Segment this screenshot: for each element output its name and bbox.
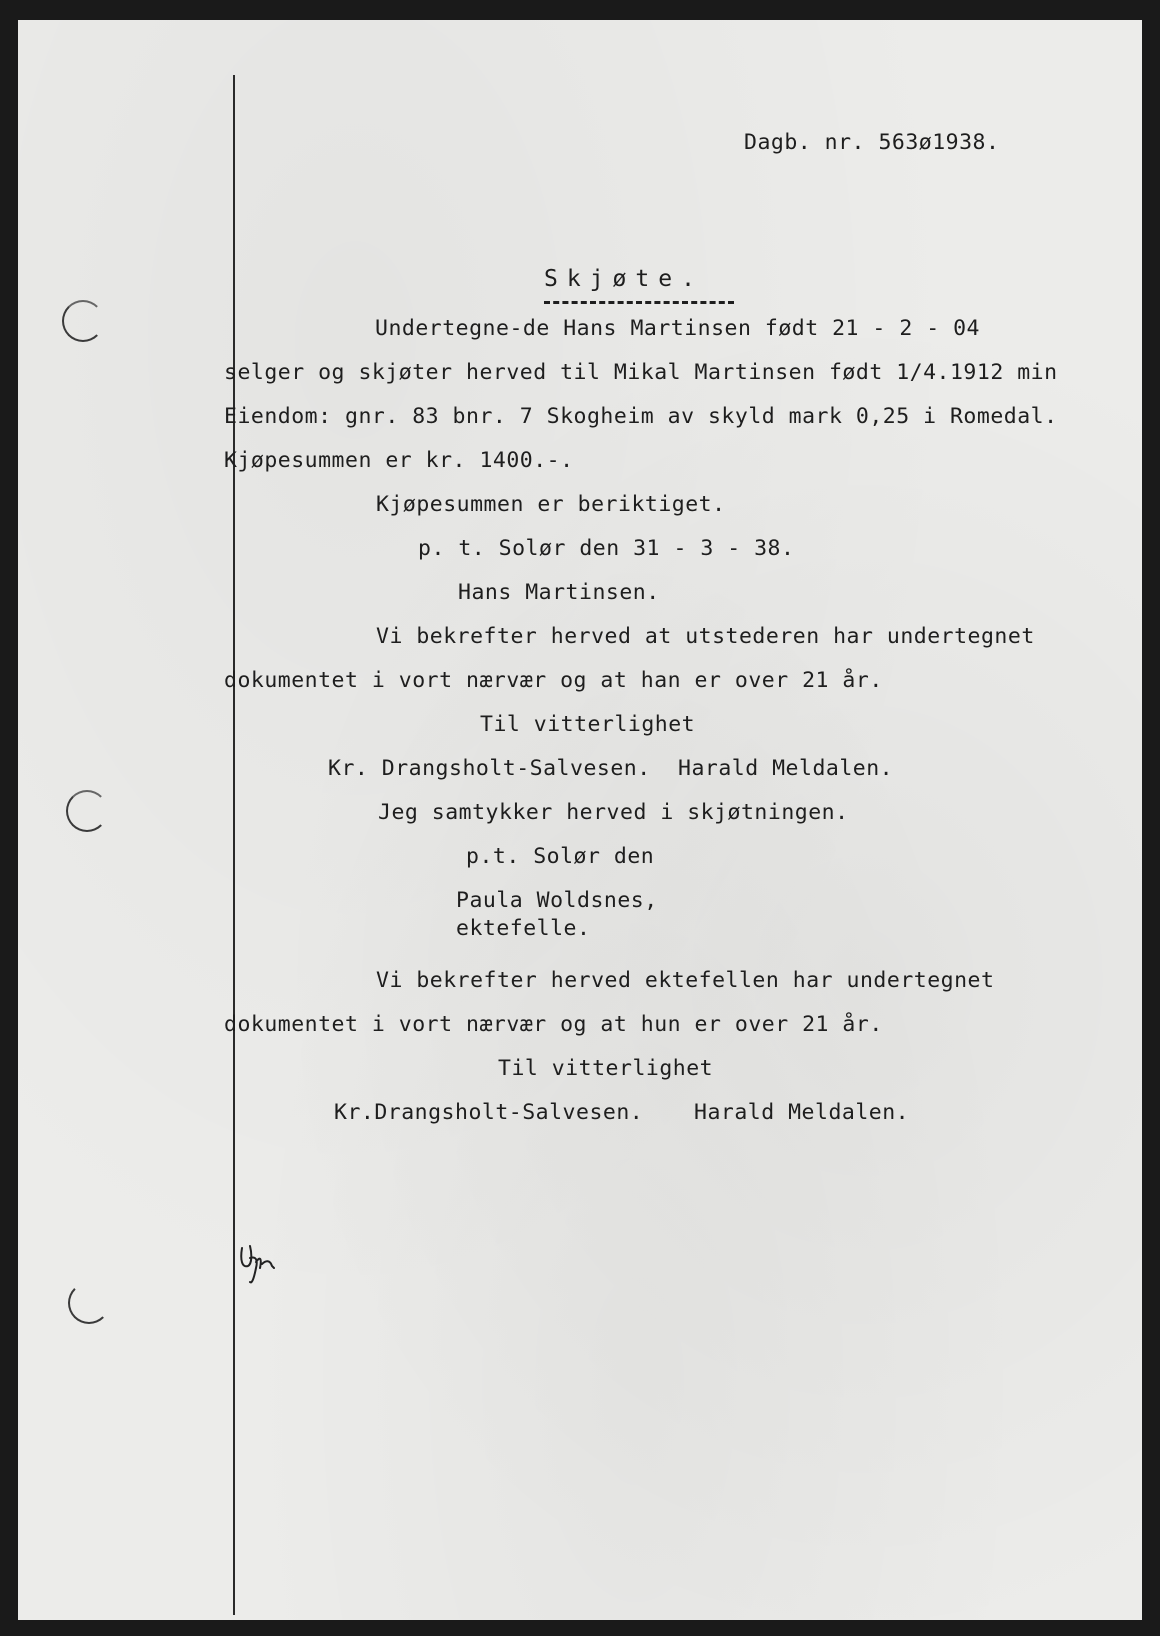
text-line-1: Undertegne-de Hans Martinsen født 21 - 2 - 04: [375, 316, 980, 341]
witness-2a: Kr.Drangsholt-Salvesen.: [334, 1100, 644, 1125]
witness-1a: Kr. Drangsholt-Salvesen.: [328, 756, 651, 781]
diary-number: Dagb. nr. 563ø1938.: [744, 130, 1000, 155]
text-line-8: Vi bekrefter herved at utstederen har undertegnet: [376, 624, 1035, 649]
witness-2b: Harald Meldalen.: [694, 1100, 910, 1125]
document-page: [18, 20, 1142, 1620]
text-line-4: Kjøpesummen er kr. 1400.-.: [224, 448, 574, 473]
document-title: Skjøte.: [544, 266, 704, 292]
handwritten-initials: [238, 1238, 286, 1286]
text-line-16: Vi bekrefter herved ektefellen har undertegnet: [376, 968, 995, 993]
margin-rule: [233, 75, 235, 1615]
text-line-6: p. t. Solør den 31 - 3 - 38.: [418, 536, 795, 561]
place-line: p.t. Solør den: [466, 844, 655, 869]
text-line-17: dokumentet i vort nærvær og at hun er over 21 år.: [224, 1012, 883, 1037]
spouse-role: ektefelle.: [456, 916, 591, 941]
text-line-2: selger og skjøter herved til Mikal Martinsen født 1/4.1912 min: [224, 360, 1058, 385]
text-line-5: Kjøpesummen er beriktiget.: [376, 492, 726, 517]
punch-hole-bottom: [68, 1282, 110, 1324]
witness-heading-2: Til vitterlighet: [498, 1056, 714, 1081]
title-underline: [544, 301, 734, 304]
witness-heading-1: Til vitterlighet: [480, 712, 696, 737]
witness-1b: Harald Meldalen.: [678, 756, 894, 781]
text-line-3: Eiendom: gnr. 83 bnr. 7 Skogheim av skyld mark 0,25 i Romedal.: [224, 404, 1058, 429]
seller-name: Hans Martinsen.: [458, 580, 660, 605]
consent-line: Jeg samtykker herved i skjøtningen.: [378, 800, 849, 825]
spouse-name: Paula Woldsnes,: [456, 888, 658, 913]
punch-hole-middle: [66, 790, 108, 832]
punch-hole-top: [62, 300, 104, 342]
text-line-9: dokumentet i vort nærvær og at han er over 21 år.: [224, 668, 883, 693]
